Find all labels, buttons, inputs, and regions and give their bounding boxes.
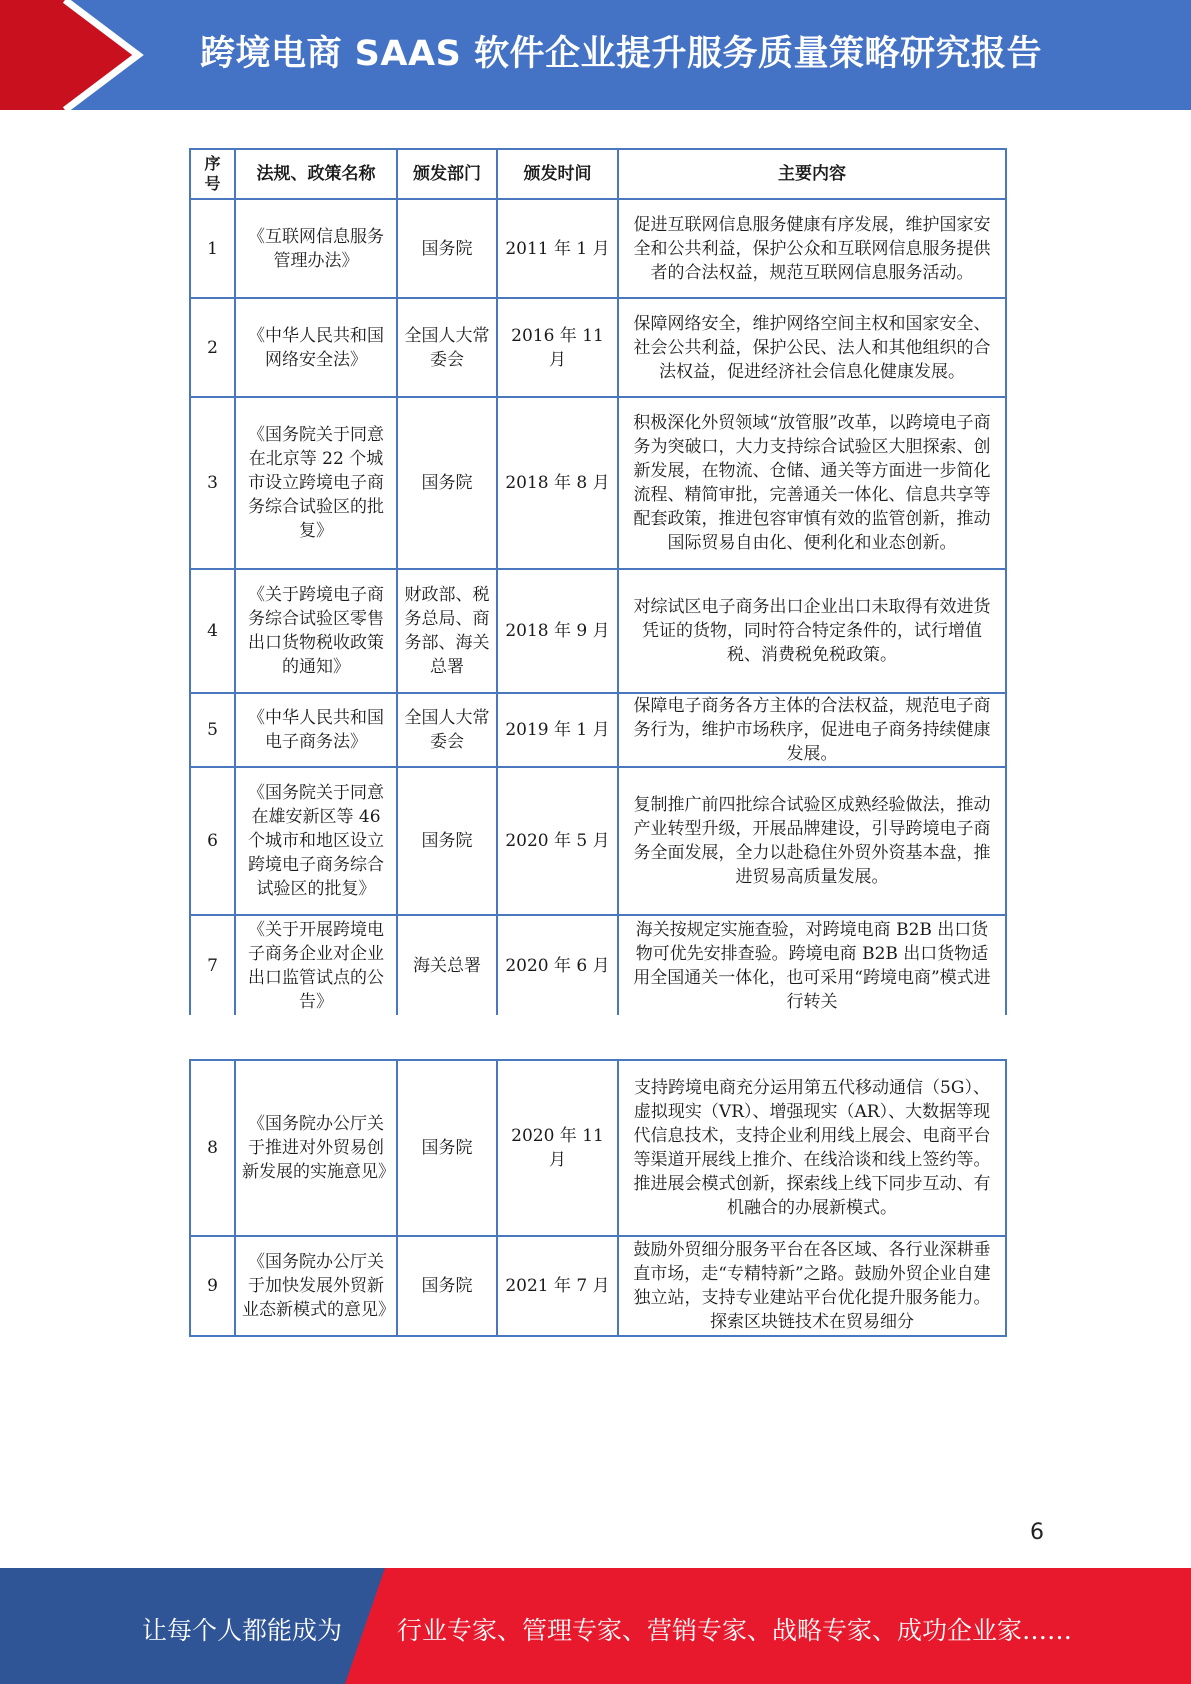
row-date: 2011 年 1 月 xyxy=(497,199,618,298)
report-title: 跨境电商 SAAS 软件企业提升服务质量策略研究报告 xyxy=(200,34,1042,74)
row-date: 2016 年 11 月 xyxy=(497,298,618,397)
footer-slogan-right: 行业专家、管理专家、营销专家、战略专家、成功企业家…… xyxy=(397,1616,1073,1645)
table-row xyxy=(190,1060,1006,1236)
row-dept: 全国人大常委会 xyxy=(397,693,497,767)
row-dept: 国务院 xyxy=(397,767,497,915)
header-dept: 颁发部门 xyxy=(397,149,497,199)
row-no: 4 xyxy=(190,569,235,693)
row-dept: 国务院 xyxy=(397,397,497,569)
row-content: 海关按规定实施查验，对跨境电商 B2B 出口货物可优先安排查验。跨境电商 B2B 出口货物适用全国通关一体化，也可采用“跨境电商”模式进行转关 xyxy=(618,915,1006,1015)
row-date: 2021 年 7 月 xyxy=(497,1236,618,1336)
row-dept: 海关总署 xyxy=(397,915,497,1015)
row-no: 1 xyxy=(190,199,235,298)
row-content: 支持跨境电商充分运用第五代移动通信（5G）、虚拟现实（VR）、增强现实（AR）、大数据等现代信息技术，支持企业利用线上展会、电商平台等渠道开展线上推介、在线洽谈和线上签约等。推进展会模式创新，探索线上线下同步互动、有机融合的办展新模式。 xyxy=(618,1060,1006,1236)
header-content: 主要内容 xyxy=(618,149,1006,199)
table-header-row xyxy=(190,149,1006,199)
row-date: 2018 年 8 月 xyxy=(497,397,618,569)
row-date: 2020 年 11 月 xyxy=(497,1060,618,1236)
row-content: 保障网络安全，维护网络空间主权和国家安全、社会公共利益，保护公民、法人和其他组织的合法权益，促进经济社会信息化健康发展。 xyxy=(618,298,1006,397)
row-dept: 国务院 xyxy=(397,1236,497,1336)
row-no: 2 xyxy=(190,298,235,397)
header-date: 颁发时间 xyxy=(497,149,618,199)
row-name: 《国务院办公厅关于加快发展外贸新业态新模式的意见》 xyxy=(235,1236,397,1336)
row-dept: 财政部、税务总局、商务部、海关总署 xyxy=(397,569,497,693)
table-row xyxy=(190,1236,1006,1336)
row-no: 6 xyxy=(190,767,235,915)
row-name: 《互联网信息服务管理办法》 xyxy=(235,199,397,298)
row-date: 2020 年 6 月 xyxy=(497,915,618,1015)
row-name: 《中华人民共和国电子商务法》 xyxy=(235,693,397,767)
row-content: 促进互联网信息服务健康有序发展，维护国家安全和公共利益，保护公众和互联网信息服务提供者的合法权益，规范互联网信息服务活动。 xyxy=(618,199,1006,298)
row-date: 2019 年 1 月 xyxy=(497,693,618,767)
row-no: 3 xyxy=(190,397,235,569)
table-row xyxy=(190,767,1006,915)
row-content: 保障电子商务各方主体的合法权益，规范电子商务行为，维护市场秩序，促进电子商务持续健康发展。 xyxy=(618,693,1006,767)
row-name: 《关于跨境电子商务综合试验区零售出口货物税收政策的通知》 xyxy=(235,569,397,693)
page-footer xyxy=(0,1568,1191,1684)
row-content: 复制推广前四批综合试验区成熟经验做法，推动产业转型升级，开展品牌建设，引导跨境电子商务全面发展，全力以赴稳住外贸外资基本盘，推进贸易高质量发展。 xyxy=(618,767,1006,915)
row-dept: 国务院 xyxy=(397,1060,497,1236)
row-content: 鼓励外贸细分服务平台在各区域、各行业深耕垂直市场，走“专精特新”之路。鼓励外贸企业自建独立站，支持专业建站平台优化提升服务能力。探索区块链技术在贸易细分 xyxy=(618,1236,1006,1336)
row-name: 《中华人民共和国网络安全法》 xyxy=(235,298,397,397)
table-row xyxy=(190,199,1006,298)
table-row xyxy=(190,298,1006,397)
header-no: 序号 xyxy=(190,149,235,199)
policy-table-part-1 xyxy=(189,148,1007,1015)
row-content: 积极深化外贸领域“放管服”改革，以跨境电子商务为突破口，大力支持综合试验区大胆探索、创新发展，在物流、仓储、通关等方面进一步简化流程、精简审批，完善通关一体化、信息共享等配套政策，推进包容审慎有效的监管创新，推动国际贸易自由化、便利化和业态创新。 xyxy=(618,397,1006,569)
row-no: 5 xyxy=(190,693,235,767)
page-header xyxy=(0,0,1191,110)
table-row xyxy=(190,397,1006,569)
row-name: 《国务院关于同意在雄安新区等 46 个城市和地区设立跨境电子商务综合试验区的批复》 xyxy=(235,767,397,915)
row-content: 对综试区电子商务出口企业出口未取得有效进货凭证的货物，同时符合特定条件的，试行增值税、消费税免税政策。 xyxy=(618,569,1006,693)
row-dept: 国务院 xyxy=(397,199,497,298)
footer-slogan-left: 让每个人都能成为 xyxy=(142,1616,343,1645)
row-date: 2018 年 9 月 xyxy=(497,569,618,693)
row-name: 《国务院关于同意在北京等 22 个城市设立跨境电子商务综合试验区的批复》 xyxy=(235,397,397,569)
table-row xyxy=(190,569,1006,693)
row-dept: 全国人大常委会 xyxy=(397,298,497,397)
row-no: 9 xyxy=(190,1236,235,1336)
row-name: 《国务院办公厅关于推进对外贸易创新发展的实施意见》 xyxy=(235,1060,397,1236)
policy-table-part-2 xyxy=(189,1059,1007,1337)
header-name: 法规、政策名称 xyxy=(235,149,397,199)
row-name: 《关于开展跨境电子商务企业对企业出口监管试点的公告》 xyxy=(235,915,397,1015)
page-number: 6 xyxy=(1030,1520,1044,1545)
row-date: 2020 年 5 月 xyxy=(497,767,618,915)
table-row xyxy=(190,915,1006,1015)
row-no: 7 xyxy=(190,915,235,1015)
table-row xyxy=(190,693,1006,767)
row-no: 8 xyxy=(190,1060,235,1236)
